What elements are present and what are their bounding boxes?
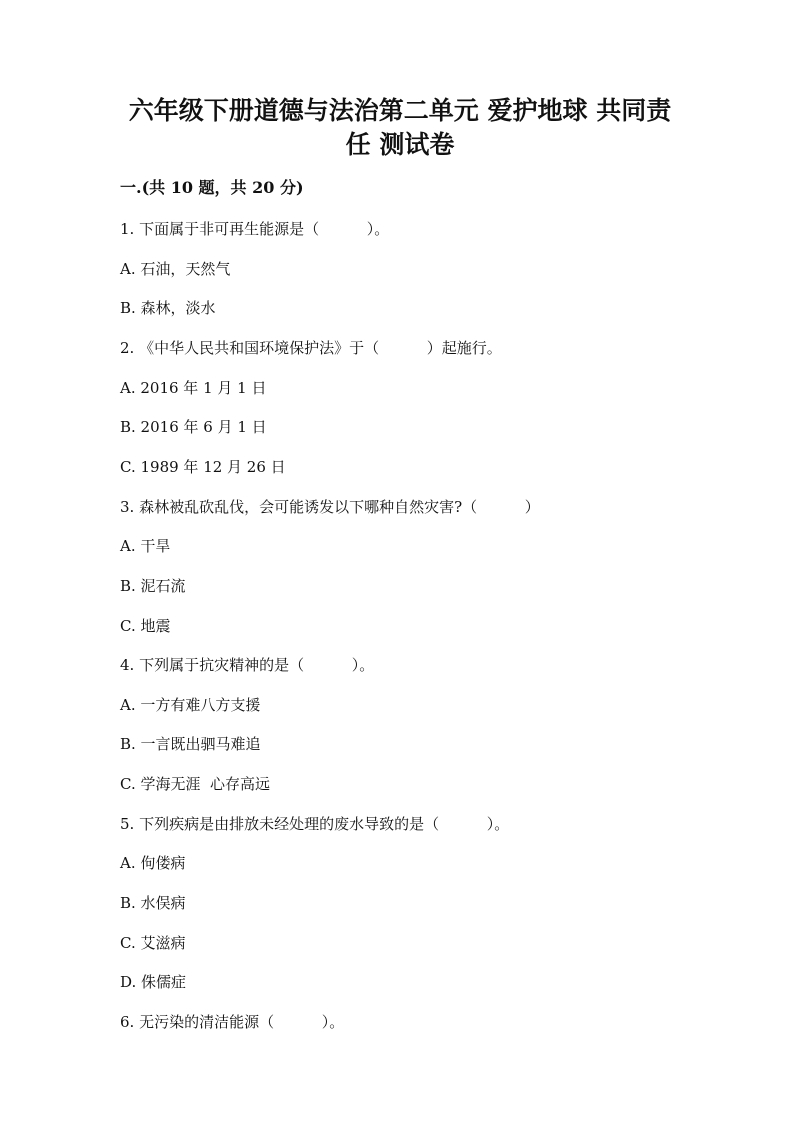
question-4-option-b: B. 一言既出驷马难追 [120, 735, 261, 753]
question-2-option-b: B. 2016 年 6 月 1 日 [120, 418, 267, 436]
question-4-option-a: A. 一方有难八方支援 [120, 696, 261, 714]
question-4-option-c: C. 学海无涯 心存高远 [120, 775, 271, 793]
question-5: 5. 下列疾病是由排放未经处理的废水导致的是（ ）。 [120, 815, 510, 833]
question-1-option-b: B. 森林，淡水 [120, 299, 216, 317]
question-3-option-c: C. 地震 [120, 617, 171, 635]
question-3: 3. 森林被乱砍乱伐，会可能诱发以下哪种自然灾害?（ ） [120, 498, 540, 516]
document-title [100, 94, 700, 162]
question-3-option-a: A. 干旱 [120, 537, 171, 555]
question-1: 1. 下面属于非可再生能源是（ ）。 [120, 220, 390, 238]
question-6: 6. 无污染的清洁能源（ ）。 [120, 1013, 345, 1031]
question-1-option-a: A. 石油，天然气 [120, 260, 231, 278]
question-3-option-b: B. 泥石流 [120, 577, 186, 595]
title-line-2: 任 测试卷 [345, 130, 455, 159]
question-5-option-c: C. 艾滋病 [120, 934, 186, 952]
question-5-option-b: B. 水俣病 [120, 894, 186, 912]
question-5-option-a: A. 佝偻病 [120, 854, 186, 872]
title-line-1: 六年级下册道德与法治第二单元 爱护地球 共同责 [128, 96, 672, 125]
question-2-option-c: C. 1989 年 12 月 26 日 [120, 458, 286, 476]
question-2: 2. 《中华人民共和国环境保护法》于（ ）起施行。 [120, 339, 502, 357]
question-5-option-d: D. 侏儒症 [120, 973, 187, 991]
question-2-option-a: A. 2016 年 1 月 1 日 [120, 379, 267, 397]
question-4: 4. 下列属于抗灾精神的是（ ）。 [120, 656, 375, 674]
section-heading: 一.(共 10 题，共 20 分) [120, 178, 304, 197]
